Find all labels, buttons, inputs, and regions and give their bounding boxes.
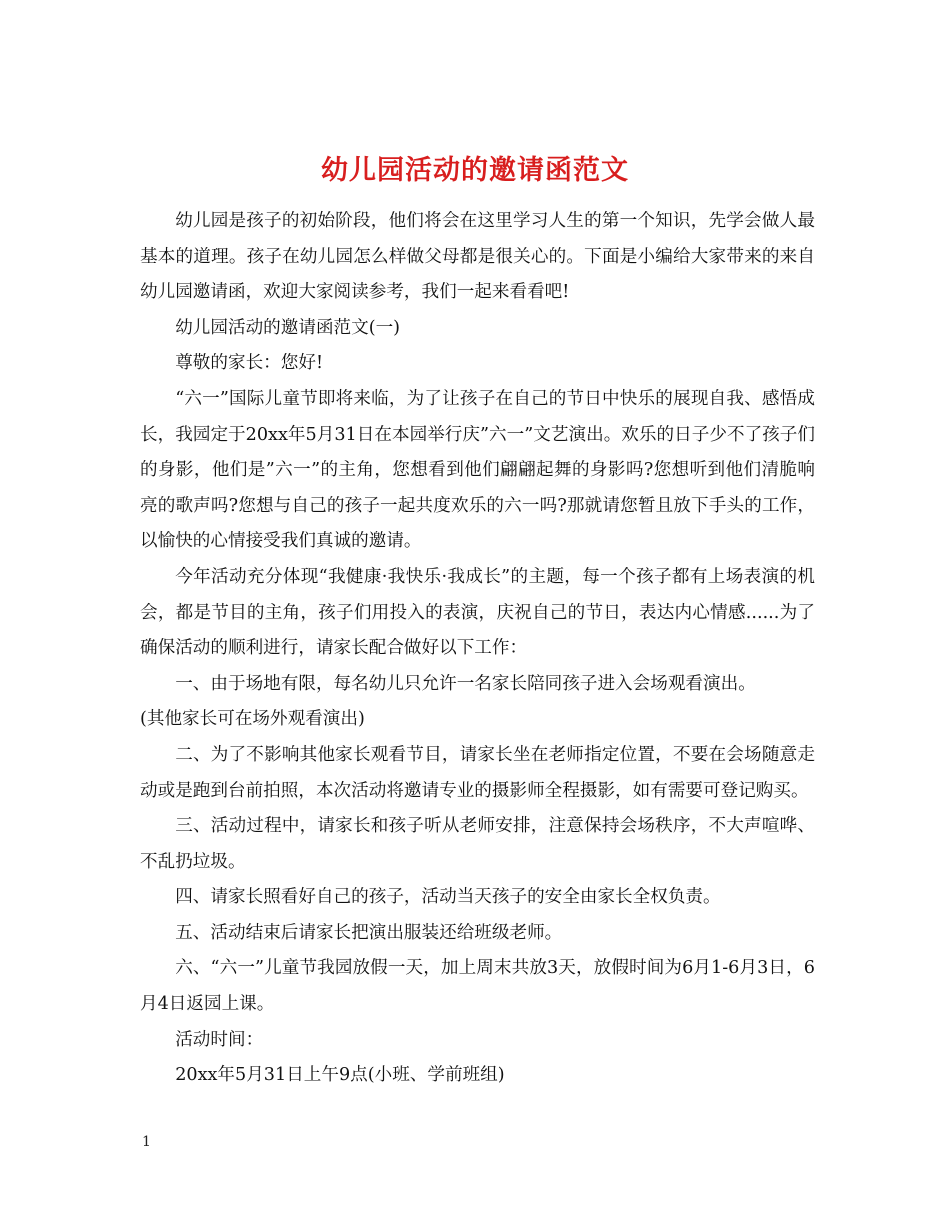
- page-number: 1: [142, 1134, 151, 1150]
- salutation: 尊敬的家长：您好!: [175, 353, 324, 374]
- invitation-paragraph: “六一”国际儿童节即将来临，为了让孩子在自己的节日中快乐的展现自我、感悟成长，我园定于20xx年5月31日在本园举行庆”六一”文艺演出。欢乐的日子少不了孩子们的身影，他们是”六一”的主角，您想看到他们翩翩起舞的身影吗?您想听到他们清脆响亮的歌声吗?您想与自己的孩子一起共度欢乐的六一吗?那就请您暂且放下手头的工作，以愉快的心情接受我们真诚的邀请。: [140, 388, 815, 552]
- activity-time-label: 活动时间：: [175, 1029, 264, 1050]
- rule-item-6: 六、“六一”儿童节我园放假一天，加上周末共放3天，放假时间为6月1-6月3日，6月4日返园上课。: [140, 958, 815, 1015]
- intro-paragraph: 幼儿园是孩子的初始阶段，他们将会在这里学习人生的第一个知识，先学会做人最基本的道理。孩子在幼儿园怎么样做父母都是很关心的。下面是小编给大家带来的来自幼儿园邀请函，欢迎大家阅读参考，我们一起来看看吧!: [140, 211, 815, 303]
- rule-item-5: 五、活动结束后请家长把演出服装还给班级老师。: [175, 922, 563, 943]
- document-body: [140, 204, 815, 1094]
- rule-item-1-note: (其他家长可在场外观看演出): [140, 709, 365, 730]
- document-title: 幼儿园活动的邀请函范文: [321, 155, 629, 187]
- theme-paragraph: 今年活动充分体现“我健康·我快乐·我成长”的主题，每一个孩子都有上场表演的机会，都是节目的主角，孩子们用投入的表演，庆祝自己的节日，表达内心情感......为了确保活动的顺利进行，请家长配合做好以下工作：: [140, 566, 815, 659]
- activity-time-value: 20xx年5月31日上午9点(小班、学前班组): [175, 1065, 505, 1086]
- rule-item-2: 二、为了不影响其他家长观看节目，请家长坐在老师指定位置，不要在会场随意走动或是跑到台前拍照，本次活动将邀请专业的摄影师全程摄影，如有需要可登记购买。: [140, 744, 815, 801]
- section-heading: 幼儿园活动的邀请函范文(一): [175, 317, 401, 338]
- rule-item-3: 三、活动过程中，请家长和孩子听从老师安排，注意保持会场秩序，不大声喧哗、不乱扔垃圾。: [140, 816, 815, 872]
- rule-item-1: 一、由于场地有限，每名幼儿只允许一名家长陪同孩子进入会场观看演出。: [175, 673, 756, 694]
- rule-item-4: 四、请家长照看好自己的孩子，活动当天孩子的安全由家长全权负责。: [175, 887, 721, 908]
